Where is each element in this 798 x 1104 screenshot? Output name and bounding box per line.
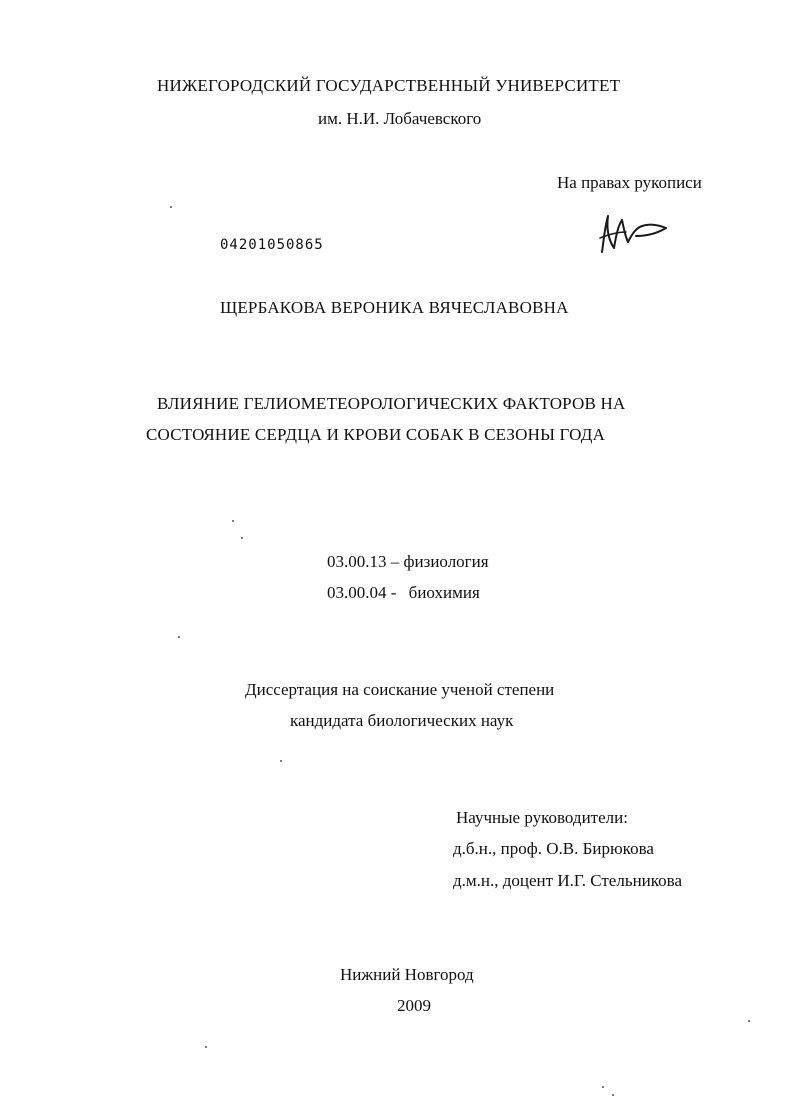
scan-speck [748, 1020, 750, 1022]
author-name: ЩЕРБАКОВА ВЕРОНИКА ВЯЧЕСЛАВОВНА [220, 298, 569, 317]
scan-speck [241, 537, 243, 539]
title-line-1: ВЛИЯНИЕ ГЕЛИОМЕТЕОРОЛОГИЧЕСКИХ ФАКТОРОВ НА [157, 394, 626, 413]
scan-speck [178, 636, 180, 638]
university-name: НИЖЕГОРОДСКИЙ ГОСУДАРСТВЕННЫЙ УНИВЕРСИТЕТ [157, 76, 621, 95]
scan-speck [602, 1086, 604, 1088]
specialty-name: физиология [403, 552, 489, 571]
specialty-row [327, 552, 489, 572]
scan-speck [205, 1046, 207, 1048]
specialty-separator: – [390, 552, 400, 571]
specialty-code: 03.00.04 [327, 583, 387, 602]
specialty-code: 03.00.13 [327, 552, 387, 571]
degree-line-2: кандидата биологических наук [290, 711, 514, 730]
degree-line-1: Диссертация на соискание ученой степени [245, 680, 555, 699]
rights-note: На правах рукописи [557, 173, 702, 192]
supervisors-heading: Научные руководители: [456, 808, 628, 827]
city: Нижний Новгород [340, 965, 474, 984]
scan-speck [170, 206, 172, 208]
specialty-name: биохимия [408, 583, 480, 602]
scan-speck [612, 1094, 614, 1096]
supervisor-1: д.б.н., проф. О.В. Бирюкова [453, 839, 654, 858]
specialty-separator: - [390, 583, 397, 602]
signature [596, 208, 676, 256]
specialty-row [327, 583, 480, 603]
catalog-number: 04201050865 [220, 237, 324, 253]
title-line-2: СОСТОЯНИЕ СЕРДЦА И КРОВИ СОБАК В СЕЗОНЫ ГОДА [146, 425, 606, 444]
university-named-after: им. Н.И. Лобачевского [318, 109, 482, 128]
supervisor-2: д.м.н., доцент И.Г. Стельникова [453, 871, 683, 890]
year: 2009 [397, 996, 431, 1015]
scan-speck [280, 760, 282, 762]
scan-speck [232, 520, 234, 522]
